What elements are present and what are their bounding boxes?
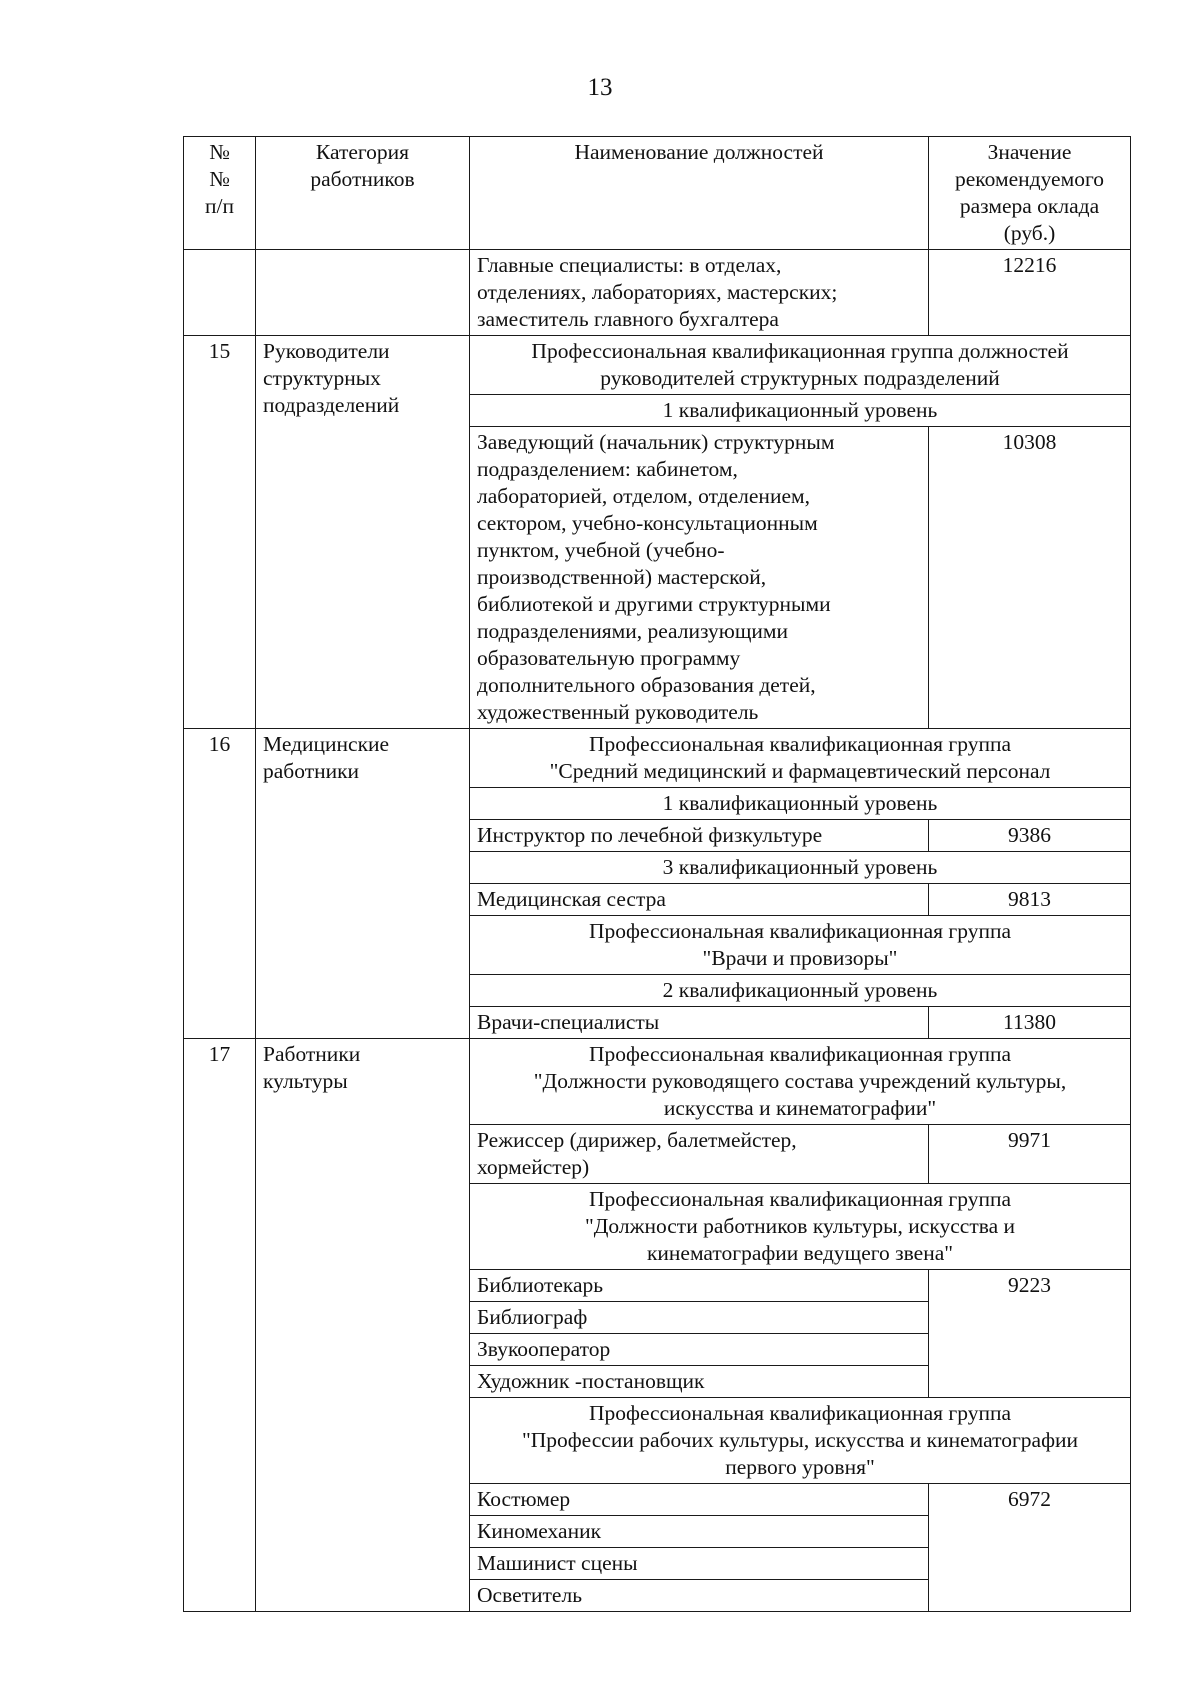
- salary-value: 9386: [1008, 823, 1051, 847]
- position-text: Машинист сцены: [477, 1551, 638, 1575]
- category-text: Работники культуры: [263, 1042, 361, 1093]
- qualification-group-text: Профессиональная квалификационная группа должностей руководителей структурных подразделений: [531, 339, 1069, 390]
- position-cell: [470, 1484, 929, 1516]
- position-cell: [470, 1516, 929, 1548]
- row-number: 16: [208, 732, 231, 756]
- qualification-level-text: 3 квалификационный уровень: [662, 855, 938, 879]
- salary-cell: [929, 1007, 1131, 1039]
- qualification-group-cell: [470, 336, 1131, 395]
- table-row: [184, 336, 1131, 395]
- salary-cell: [929, 1484, 1131, 1612]
- table-row: [184, 1039, 1131, 1125]
- qualification-group-cell: [470, 1039, 1131, 1125]
- qualification-group-text: Профессиональная квалификационная группа "Врачи и провизоры": [588, 919, 1011, 970]
- table-header-row: [184, 137, 1131, 250]
- position-text: Режиссер (дирижер, балетмейстер, хормейстер): [477, 1128, 797, 1179]
- row-number: 17: [208, 1042, 231, 1066]
- position-text: Костюмер: [477, 1487, 571, 1511]
- qualification-group-text: Профессиональная квалификационная группа "Должности руководящего состава учреждений культуры, искусства и кинематографии": [533, 1042, 1067, 1120]
- position-text: Заведующий (начальник) структурным подразделением: кабинетом, лабораторией, отделом, отделением, сектором, учебно-консультационным пунктом, учебной (учебно- производственной) мастерской, библиотекой и другими структурными подразделениями, реализующими образовательную программу дополнительного образования детей, художественный руководитель: [477, 430, 835, 724]
- position-text: Киномеханик: [477, 1519, 602, 1543]
- salary-cell: [929, 884, 1131, 916]
- row-number-cell: [184, 336, 256, 729]
- salary-value: 9813: [1008, 887, 1051, 911]
- salary-table: [183, 136, 1131, 1612]
- header-position: [470, 137, 929, 250]
- header-salary-text: Значение рекомендуемого размера оклада (руб.): [955, 140, 1104, 245]
- salary-value: 6972: [1008, 1487, 1051, 1511]
- qualification-level-cell: [470, 975, 1131, 1007]
- position-cell: [470, 427, 929, 729]
- position-text: Библиотекарь: [477, 1273, 604, 1297]
- qualification-group-cell: [470, 916, 1131, 975]
- table-row: [184, 729, 1131, 788]
- position-cell: [470, 1366, 929, 1398]
- salary-cell: [929, 820, 1131, 852]
- qualification-level-cell: [470, 788, 1131, 820]
- qualification-group-text: Профессиональная квалификационная группа "Средний медицинский и фармацевтический персонал: [549, 732, 1051, 783]
- row-number-cell: [184, 1039, 256, 1612]
- salary-cell: [929, 1270, 1131, 1398]
- salary-cell: [929, 427, 1131, 729]
- salary-value: 9971: [1008, 1128, 1051, 1152]
- qualification-group-cell: [470, 1184, 1131, 1270]
- position-cell: [470, 820, 929, 852]
- position-cell: [470, 884, 929, 916]
- position-text: Медицинская сестра: [477, 887, 666, 911]
- salary-value: 11380: [1003, 1010, 1056, 1034]
- empty-cell: [256, 250, 470, 336]
- qualification-level-text: 1 квалификационный уровень: [662, 791, 938, 815]
- qualification-group-cell: [470, 729, 1131, 788]
- header-position-text: Наименование должностей: [574, 140, 824, 164]
- category-cell: [256, 1039, 470, 1612]
- position-text: Инструктор по лечебной физкультуре: [477, 823, 823, 847]
- qualification-level-text: 1 квалификационный уровень: [662, 398, 938, 422]
- qualification-level-cell: [470, 395, 1131, 427]
- salary-cell: [929, 250, 1131, 336]
- qualification-level-cell: [470, 852, 1131, 884]
- position-text: Главные специалисты: в отделах, отделениях, лабораториях, мастерских; заместитель главного бухгалтера: [477, 253, 838, 331]
- salary-cell: [929, 1125, 1131, 1184]
- header-num-text: № № п/п: [205, 140, 234, 218]
- header-salary: [929, 137, 1131, 250]
- category-text: Медицинские работники: [263, 732, 390, 783]
- qualification-level-text: 2 квалификационный уровень: [662, 978, 938, 1002]
- salary-value: 12216: [1002, 253, 1057, 277]
- position-text: Осветитель: [477, 1583, 583, 1607]
- salary-value: 10308: [1002, 430, 1057, 454]
- row-number-cell: [184, 729, 256, 1039]
- position-cell: [470, 250, 929, 336]
- qualification-group-text: Профессиональная квалификационная группа "Должности работников культуры, искусства и кинематографии ведущего звена": [584, 1187, 1016, 1265]
- empty-cell: [184, 250, 256, 336]
- position-text: Звукооператор: [477, 1337, 611, 1361]
- qualification-group-cell: [470, 1398, 1131, 1484]
- header-category: [256, 137, 470, 250]
- position-cell: [470, 1007, 929, 1039]
- row-number: 15: [208, 339, 231, 363]
- table-row: [184, 250, 1131, 336]
- category-cell: [256, 729, 470, 1039]
- position-text: Библиограф: [477, 1305, 588, 1329]
- position-cell: [470, 1580, 929, 1612]
- page-number: 13: [587, 74, 613, 101]
- position-cell: [470, 1125, 929, 1184]
- position-cell: [470, 1334, 929, 1366]
- salary-value: 9223: [1008, 1273, 1051, 1297]
- position-cell: [470, 1302, 929, 1334]
- header-num: [184, 137, 256, 250]
- category-cell: [256, 336, 470, 729]
- position-cell: [470, 1270, 929, 1302]
- header-category-text: Категория работников: [310, 140, 415, 191]
- qualification-group-text: Профессиональная квалификационная группа "Профессии рабочих культуры, искусства и кинематографии первого уровня": [521, 1401, 1079, 1479]
- position-text: Художник -постановщик: [477, 1369, 705, 1393]
- category-text: Руководители структурных подразделений: [263, 339, 400, 417]
- position-cell: [470, 1548, 929, 1580]
- position-text: Врачи-специалисты: [477, 1010, 660, 1034]
